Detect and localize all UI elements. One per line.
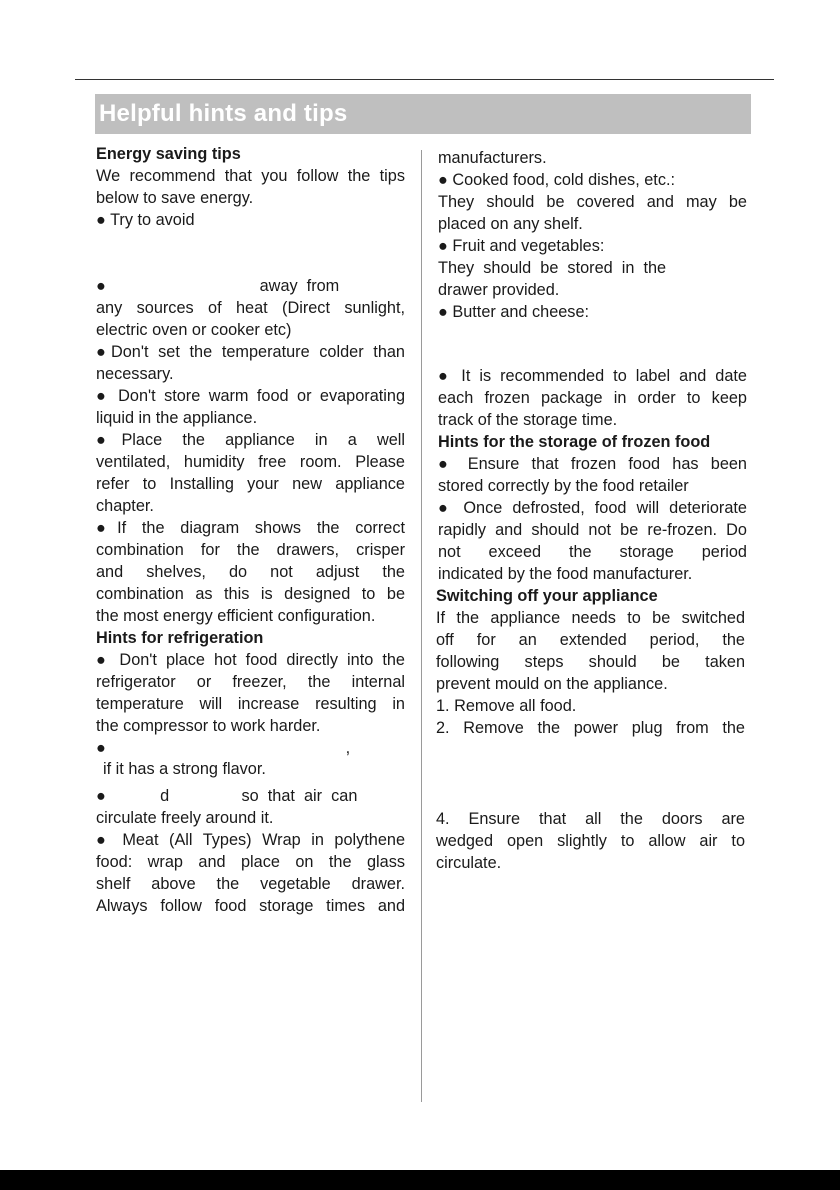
- text-line: chapter.: [96, 497, 154, 515]
- bullet-line: ●If the diagram shows the correct: [96, 519, 405, 537]
- text-line: They should be covered and may be: [438, 193, 747, 211]
- text-line: circulate freely around it.: [96, 809, 274, 827]
- text-line: not exceed the storage period: [438, 543, 747, 561]
- text-line: drawer provided.: [438, 281, 560, 299]
- text-line: combination as this is designed to be: [96, 585, 405, 603]
- bullet-line: ● Once defrosted, food will deteriorate: [438, 499, 747, 517]
- heading-energy-saving-tips: Energy saving tips: [96, 145, 241, 163]
- heading-switching-off: Switching off your appliance: [436, 587, 658, 605]
- text-line: following steps should be taken: [436, 653, 745, 671]
- text-line: refrigerator or freezer, the internal: [96, 673, 405, 691]
- text-line: ventilated, humidity free room. Please: [96, 453, 405, 471]
- bullet-line: ● Cooked food, cold dishes, etc.:: [438, 171, 676, 189]
- text-line: stored correctly by the food retailer: [438, 477, 689, 495]
- bullet-line: ● ,: [96, 739, 351, 757]
- text-line: indicated by the food manufacturer.: [438, 565, 693, 583]
- text-line: refer to Installing your new appliance: [96, 475, 405, 493]
- text-line: electric oven or cooker etc): [96, 321, 292, 339]
- text-line: the compressor to work harder.: [96, 717, 321, 735]
- text-line: temperature will increase resulting in: [96, 695, 405, 713]
- text-line: They should be stored in the: [438, 259, 667, 277]
- text-line: food: wrap and place on the glass: [96, 853, 405, 871]
- bullet-line: ●Don't set the temperature colder than: [96, 343, 405, 361]
- text-line: placed on any shelf.: [438, 215, 583, 233]
- text-line: each frozen package in order to keep: [438, 389, 747, 407]
- text-line: Always follow food storage times and: [96, 897, 405, 915]
- list-item: 2. Remove the power plug from the: [436, 719, 745, 737]
- text-line: necessary.: [96, 365, 174, 383]
- bullet-line: ● It is recommended to label and date: [438, 367, 747, 385]
- text-line: below to save energy.: [96, 189, 254, 207]
- bullet-line: ● Don't store warm food or evaporating: [96, 387, 405, 405]
- text-line: liquid in the appliance.: [96, 409, 258, 427]
- list-item: 4. Ensure that all the doors are: [436, 810, 745, 828]
- bullet-line: ● d so that air can: [96, 787, 358, 805]
- text-line: rapidly and should not be re-frozen. Do: [438, 521, 747, 539]
- top-rule: [75, 79, 774, 80]
- text-line: We recommend that you follow the tips: [96, 167, 405, 185]
- text-line: If the appliance needs to be switched: [436, 609, 745, 627]
- text-line: combination for the drawers, crisper: [96, 541, 405, 559]
- text-line: if it has a strong flavor.: [103, 760, 266, 778]
- bullet-line: ● away from: [96, 277, 340, 295]
- bottom-bar: [0, 1170, 840, 1190]
- page-title: Helpful hints and tips: [99, 100, 348, 127]
- bullet-line: ●Place the appliance in a well: [96, 431, 405, 449]
- text-line: the most energy efficient configuration.: [96, 607, 376, 625]
- bullet-line: ● Meat (All Types) Wrap in polythene: [96, 831, 405, 849]
- column-divider: [421, 150, 422, 1102]
- list-item: 1. Remove all food.: [436, 697, 577, 715]
- text-line: shelf above the vegetable drawer.: [96, 875, 405, 893]
- text-line: manufacturers.: [438, 149, 547, 167]
- heading-hints-refrigeration: Hints for refrigeration: [96, 629, 264, 647]
- heading-frozen-food: Hints for the storage of frozen food: [438, 433, 711, 451]
- bullet-line: ● Fruit and vegetables:: [438, 237, 605, 255]
- bullet-line: ● Don't place hot food directly into the: [96, 651, 405, 669]
- bullet-line: ● Butter and cheese:: [438, 303, 590, 321]
- text-line: and shelves, do not adjust the: [96, 563, 405, 581]
- text-line: wedged open slightly to allow air to: [436, 832, 745, 850]
- bullet-line: ● Ensure that frozen food has been: [438, 455, 747, 473]
- bullet-line: ● Try to avoid: [96, 211, 195, 229]
- text-line: off for an extended period, the: [436, 631, 745, 649]
- text-line: track of the storage time.: [438, 411, 618, 429]
- text-line: prevent mould on the appliance.: [436, 675, 668, 693]
- text-line: any sources of heat (Direct sunlight,: [96, 299, 405, 317]
- text-line: circulate.: [436, 854, 502, 872]
- section-banner: [95, 94, 751, 134]
